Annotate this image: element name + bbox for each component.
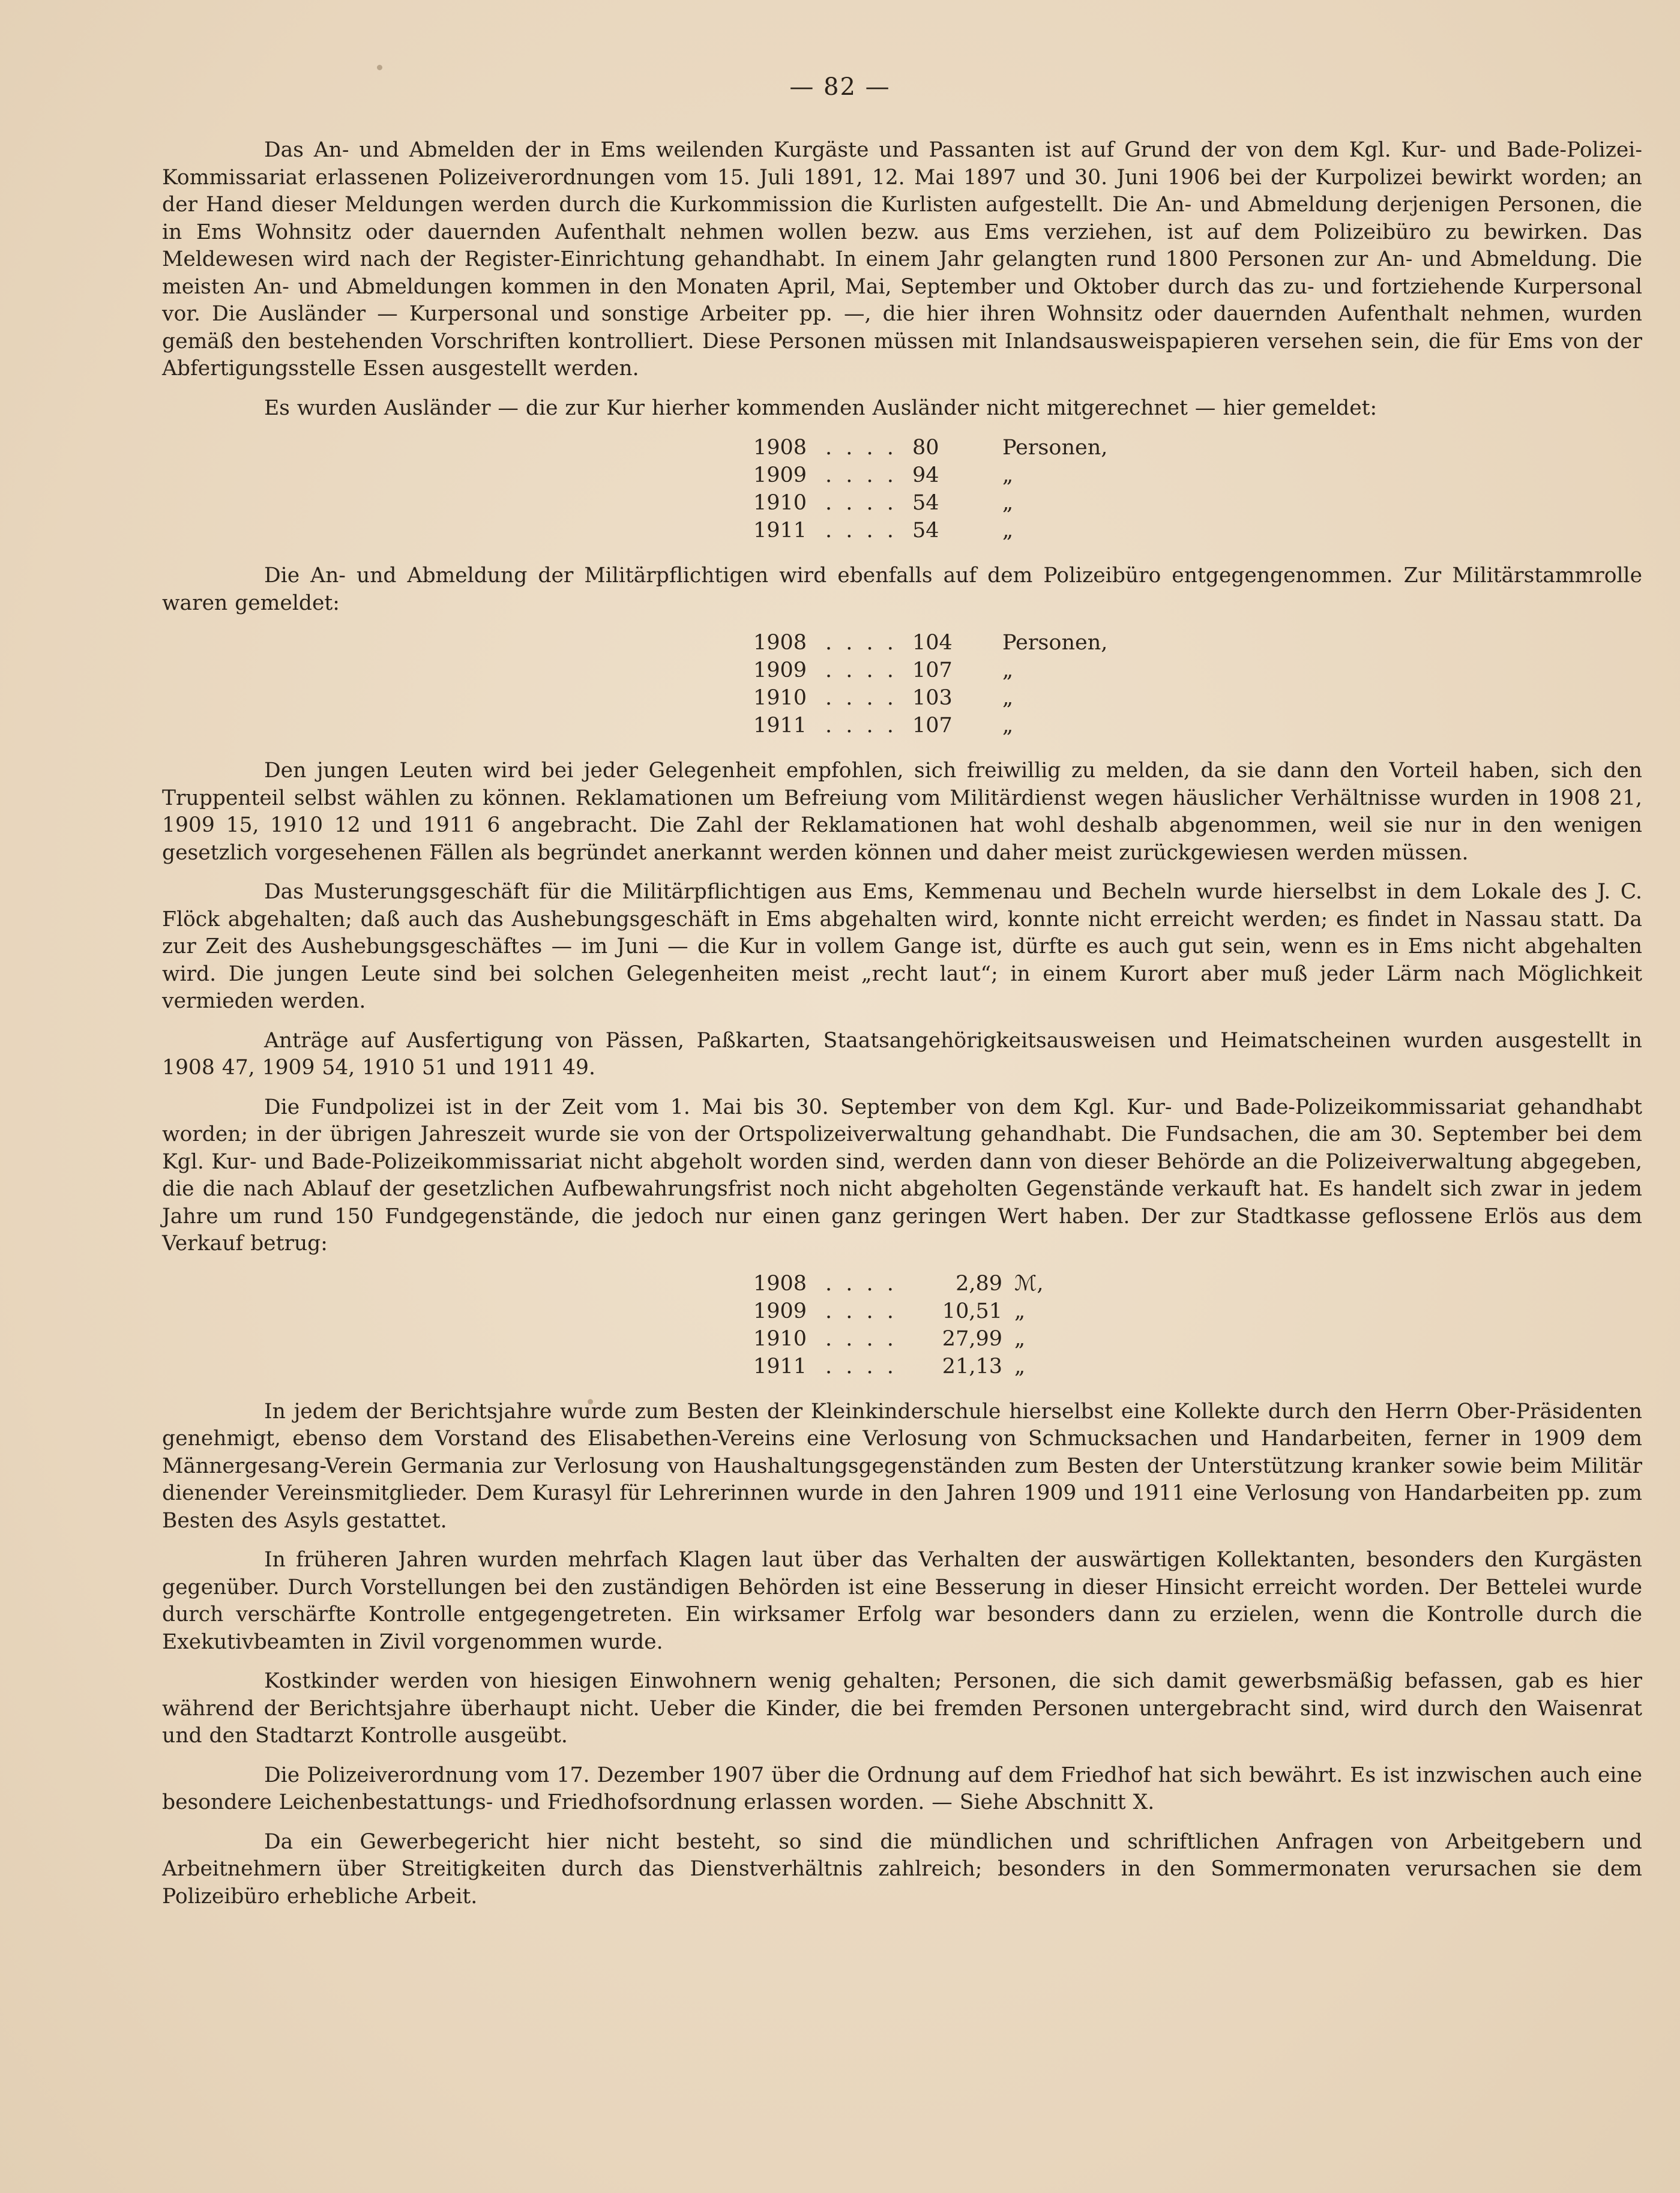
table-row: 1910 . . . . 27,99 „ [753, 1326, 1026, 1351]
paragraph-musterung: Das Musterungsgeschäft für die Militärpflichtigen aus Ems, Kemmenau und Becheln wurde hierselbst in dem Lokale des J. C. Flöck abgehalten; daß auch das Aushebungsgeschäft in Ems abgehalten wird, konnte nicht erreicht werden; es findet in Nassau statt. Da zur Zeit des Aushebungsgeschäftes — im Juni — die Kur in vollem Gange ist, dürfte es auch gut sein, wenn es in Ems nicht abgehalten wird. Die jungen Leute sind bei solchen Gelegenheiten meist „recht laut“; in einem Kurort aber muß jeder Lärm nach Möglichkeit vermieden werden. [162, 880, 1642, 1013]
paragraph-fundpolizei: Die Fundpolizei ist in der Zeit vom 1. Mai bis 30. September von dem Kgl. Kur- und Bade-Polizeikommissariat gehandhabt worden; in der übrigen Jahreszeit wurde sie von der Ortspolizeiverwaltung gehandhabt. Die Fundsachen, die am 30. September bei dem Kgl. Kur- und Bade-Polizeikommissariat nicht abgeholt worden sind, werden dann von dieser Behörde an die Polizeiverwaltung abgegeben, die die nach Ablauf der gesetzlichen Aufbewahrungsfrist noch nicht abgeholten Gegenstände verkauft hat. Es handelt sich zwar in jedem Jahre um rund 150 Fundgegenstände, die jedoch nur einen ganz geringen Wert haben. Der zur Stadtkasse geflossene Erlös aus dem Verkauf betrug: [162, 1095, 1642, 1256]
paragraph-meldewesen: Das An- und Abmelden der in Ems weilenden Kurgäste und Passanten ist auf Grund der von dem Kgl. Kur- und Bade-Polizei-Kommissariat erlassenen Polizeiverordnungen vom 15. Juli 1891, 12. Mai 1897 und 30. Juni 1906 bei der Kurpolizei bewirkt worden; an der Hand dieser Meldungen werden durch die Kurkommission die Kurlisten aufgestellt. Die An- und Abmeldung derjenigen Personen, die in Ems Wohnsitz oder dauernden Aufenthalt nehmen wollen bezw. aus Ems verziehen, ist auf dem Polizeibüro zu bewirken. Das Meldewesen wird nach der Register-Einrichtung gehandhabt. In einem Jahr gelangten rund 1800 Personen zur An- und Abmeldung. Die meisten An- und Abmeldungen kommen in den Monaten April, Mai, September und Oktober durch das zu- und fortziehende Kurpersonal vor. Die Ausländer — Kurpersonal und sonstige Arbeiter pp. —, die hier ihren Wohnsitz oder dauernden Aufenthalt nehmen, wurden gemäß den bestehenden Vorschriften kontrolliert. Diese Personen müssen mit Inlandsausweispapieren versehen sein, die für Ems von der Abfertigungsstelle Essen ausgestellt werden. [162, 138, 1642, 381]
table-auslaender [753, 434, 1642, 544]
table-row: 1910 . . . . 103 „ [753, 686, 1014, 710]
table-row: 1909 . . . . 94 „ [753, 463, 1014, 487]
table-row: 1909 . . . . 107 „ [753, 658, 1014, 682]
table-row: 1908 . . . . 80 Personen, [753, 436, 1108, 460]
paragraph-militaer-intro: Die An- und Abmeldung der Militärpflichtigen wird ebenfalls auf dem Polizeibüro entgegengenommen. Zur Militärstammrolle waren gemeldet: [162, 564, 1642, 615]
page-number: — 82 — [789, 73, 891, 101]
paragraph-auslaender-intro: Es wurden Ausländer — die zur Kur hierher kommenden Ausländer nicht mitgerechnet — hier gemeldet: [264, 396, 1377, 420]
paragraph-kollekten: In jedem der Berichtsjahre wurde zum Besten der Kleinkinderschule hierselbst eine Kollekte durch den Herrn Ober-Präsidenten genehmigt, ebenso dem Vorstand des Elisabethen-Vereins eine Verlosung von Schmucksachen und Handarbeiten, ferner in 1909 dem Männergesang-Verein Germania zur Verlosung von Haushaltungsgegenständen zum Besten der Unterstützung kranker sowie beim Militär dienender Vereinsmitglieder. Dem Kurasyl für Lehrerinnen wurde in den Jahren 1909 und 1911 eine Verlosung von Handarbeiten pp. zum Besten des Asyls gestattet. [162, 1399, 1642, 1533]
table-erloes [753, 1270, 1642, 1380]
paragraph-reklamationen: Den jungen Leuten wird bei jeder Gelegenheit empfohlen, sich freiwillig zu melden, da sie dann den Vorteil haben, sich den Truppenteil selbst wählen zu können. Reklamationen um Befreiung vom Militärdienst wegen häuslicher Verhältnisse wurden in 1908 21, 1909 15, 1910 12 und 1911 6 angebracht. Die Zahl der Reklamationen hat wohl deshalb abgenommen, weil sie nur in den wenigen gesetzlich vorgesehenen Fällen als begründet anerkannt werden können und daher meist zurückgewiesen werden müssen. [162, 759, 1642, 865]
table-row: 1911 . . . . 107 „ [753, 714, 1014, 738]
paragraph-friedhof: Die Polizeiverordnung vom 17. Dezember 1907 über die Ordnung auf dem Friedhof hat sich bewährt. Es ist inzwischen auch eine besondere Leichenbestattungs- und Friedhofsordnung erlassen worden. — Siehe Abschnitt X. [162, 1763, 1642, 1814]
paragraph-kostkinder: Kostkinder werden von hiesigen Einwohnern wenig gehalten; Personen, die sich damit gewerbsmäßig befassen, gab es hier während der Berichtsjahre überhaupt nicht. Ueber die Kinder, die bei fremden Personen untergebracht sind, wird durch den Waisenrat und den Stadtarzt Kontrolle ausgeübt. [162, 1669, 1642, 1748]
table-row: 1908 . . . . 2,89 ℳ, [753, 1271, 1044, 1296]
page-body [162, 137, 1642, 1922]
paragraph-bettelei: In früheren Jahren wurden mehrfach Klagen laut über das Verhalten der auswärtigen Kollektanten, besonders den Kurgästen gegenüber. Durch Vorstellungen bei den zuständigen Behörden ist eine Besserung in dieser Hinsicht erreicht worden. Der Bettelei wurde durch verschärfte Kontrolle entgegengetreten. Ein wirksamer Erfolg war besonders dann zu erzielen, wenn die Kontrolle durch die Exekutivbeamten in Zivil vorgenommen wurde. [162, 1548, 1642, 1654]
table-row: 1911 . . . . 54 „ [753, 519, 1014, 543]
table-row: 1910 . . . . 54 „ [753, 491, 1014, 515]
paper-speck [377, 65, 382, 70]
table-row: 1911 . . . . 21,13 „ [753, 1354, 1026, 1379]
table-row: 1908 . . . . 104 Personen, [753, 631, 1108, 655]
paragraph-gewerbegericht: Da ein Gewerbegericht hier nicht besteht, so sind die mündlichen und schriftlichen Anfragen von Arbeitgebern und Arbeitnehmern über Streitigkeiten durch das Dienstverhältnis zahlreich; besonders in den Sommermonaten verursachen sie dem Polizeibüro erhebliche Arbeit. [162, 1829, 1642, 1909]
table-row: 1909 . . . . 10,51 „ [753, 1299, 1026, 1323]
paragraph-paesse: Anträge auf Ausfertigung von Pässen, Paßkarten, Staatsangehörigkeitsausweisen und Heimatscheinen wurden ausgestellt in 1908 47, 1909 54, 1910 51 und 1911 49. [162, 1028, 1642, 1080]
table-militaer [753, 629, 1642, 739]
